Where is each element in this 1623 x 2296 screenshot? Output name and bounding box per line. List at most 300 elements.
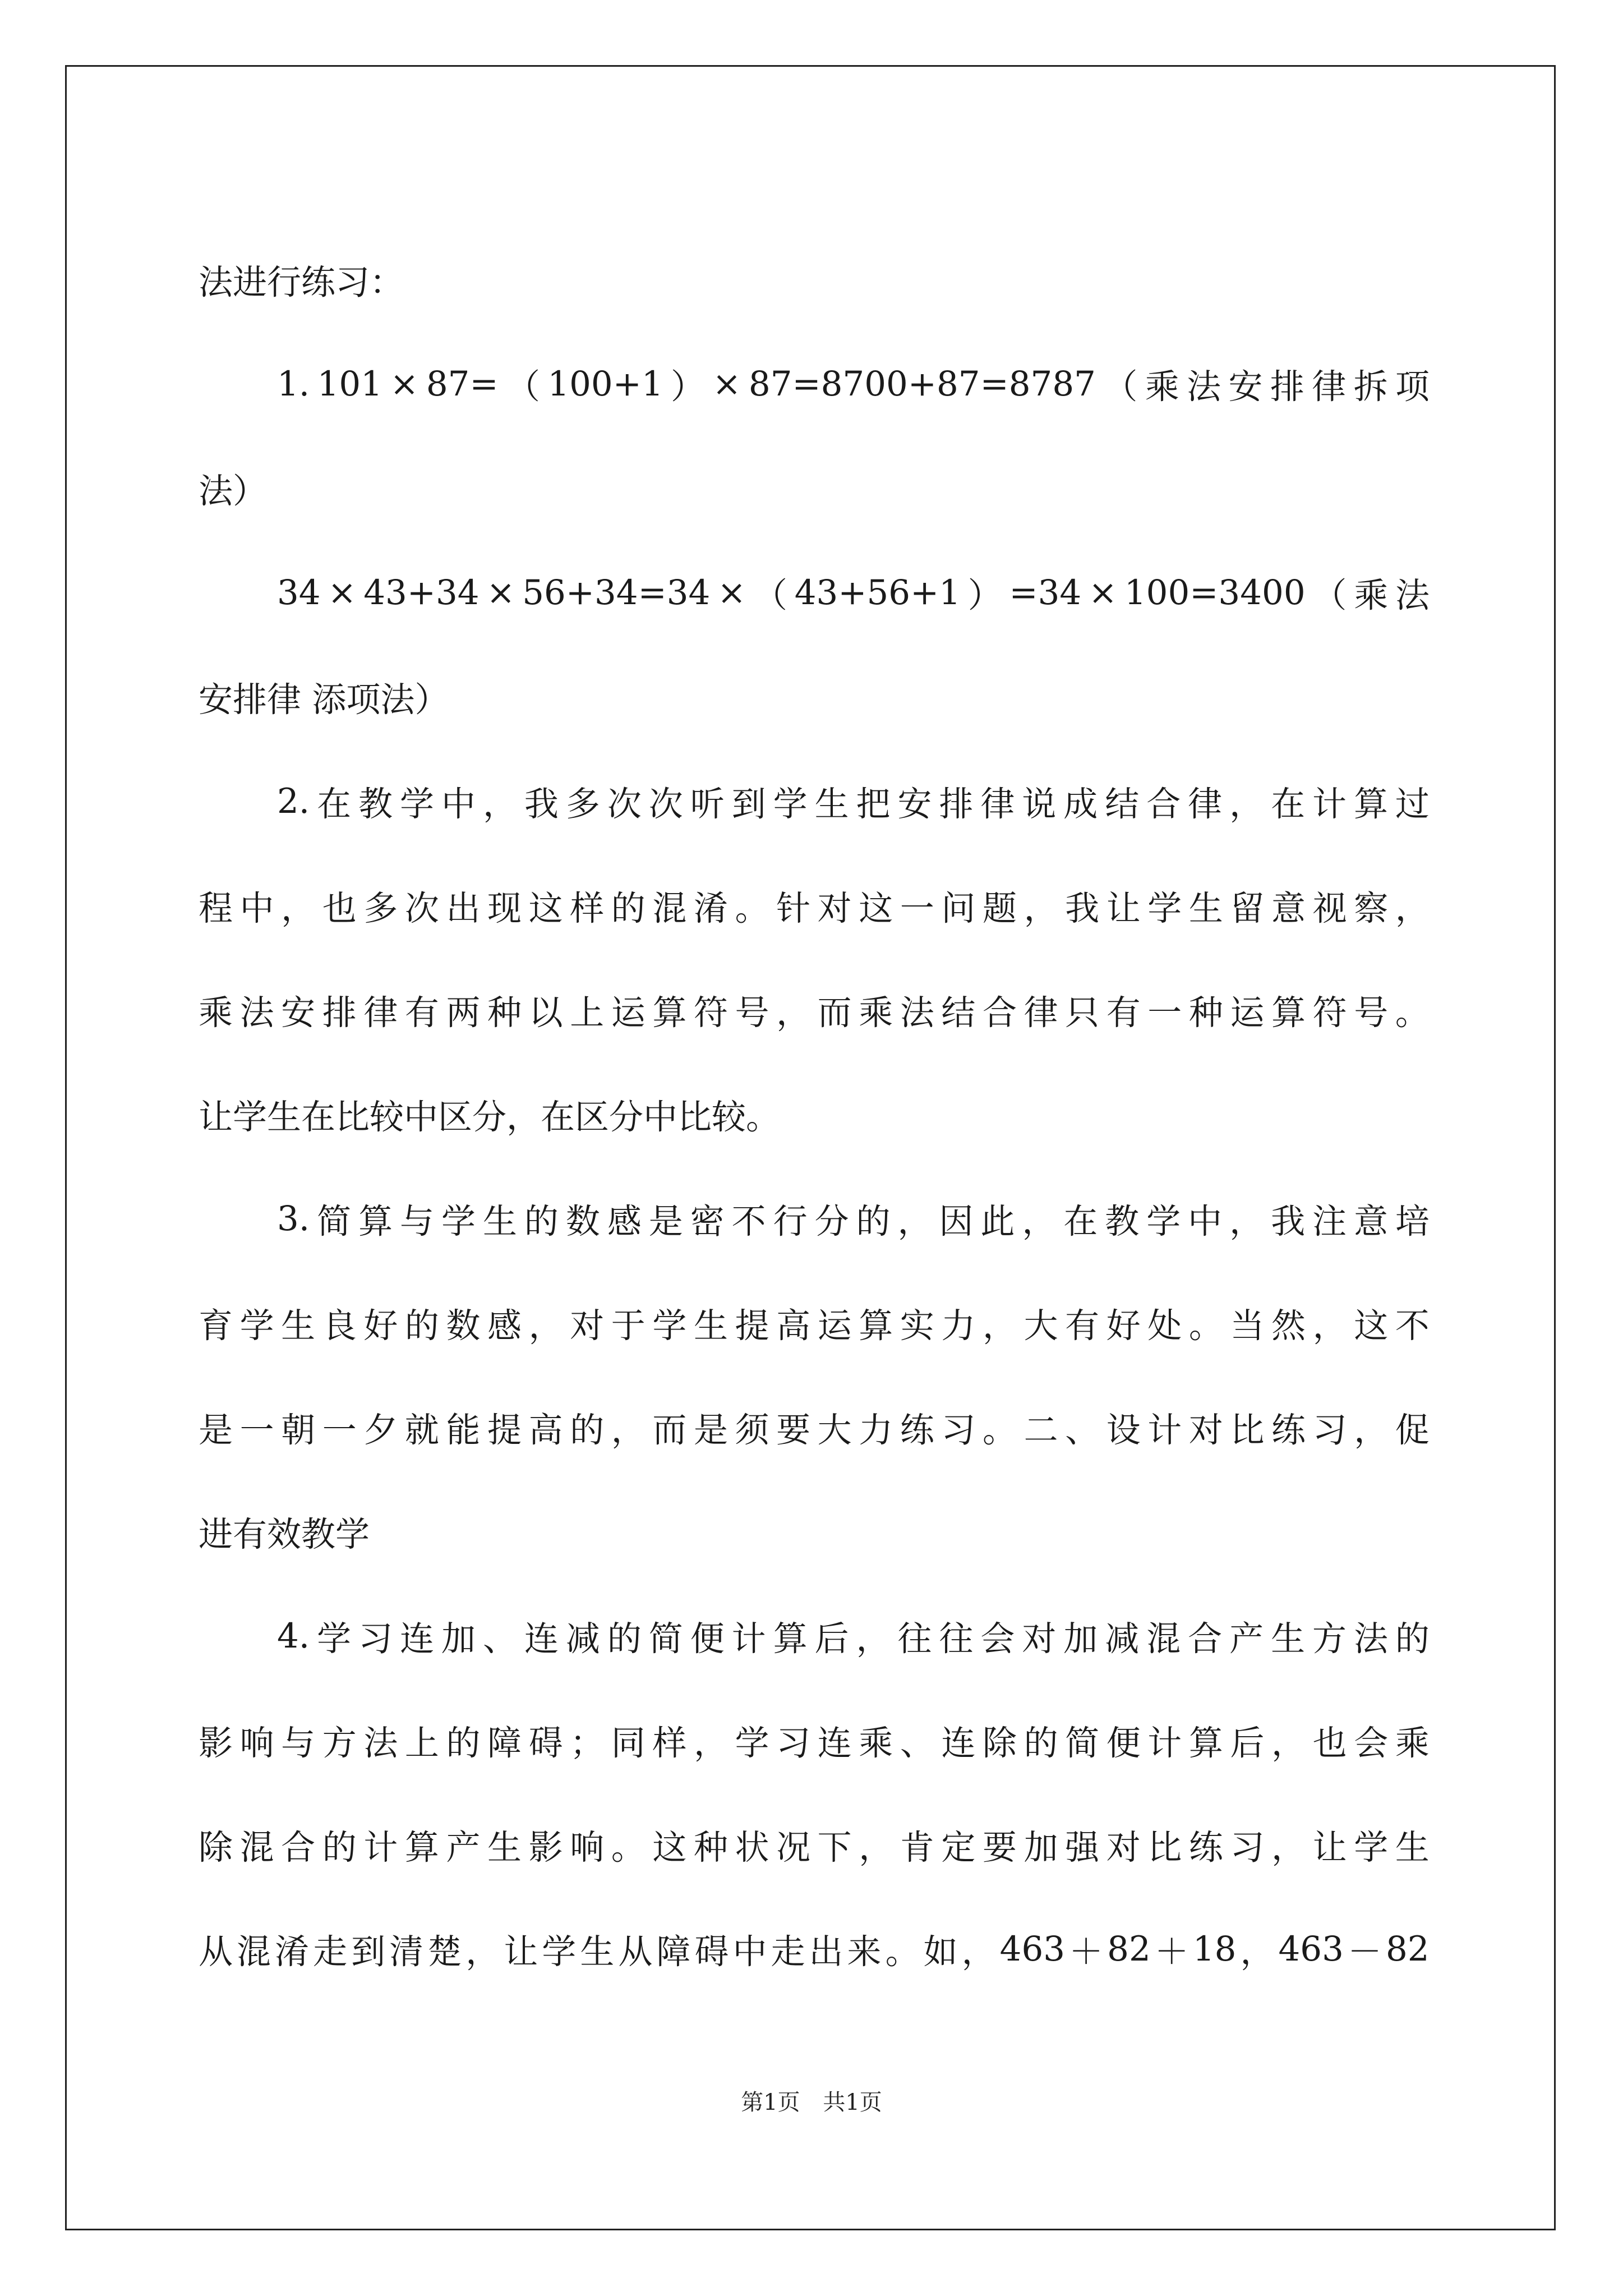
text-glyph: 会 xyxy=(1354,1723,1389,1763)
text-glyph: 的 xyxy=(1023,1723,1058,1763)
text-glyph: 加 xyxy=(1023,1827,1058,1867)
text-glyph: 除 xyxy=(199,1827,233,1867)
text-glyph: 算 xyxy=(859,1305,893,1346)
text-glyph: 力 xyxy=(941,1305,976,1346)
text-glyph: 现 xyxy=(487,888,522,928)
text-glyph: 3. xyxy=(277,1198,310,1239)
text-glyph: 结 xyxy=(941,992,976,1033)
text-glyph: 是 xyxy=(693,1410,728,1450)
text-glyph: 学 xyxy=(1354,1827,1389,1867)
text-glyph: 响 xyxy=(570,1827,605,1867)
text-glyph: 混 xyxy=(237,1931,271,1972)
text-glyph: 合 xyxy=(281,1827,316,1867)
text-glyph: 与 xyxy=(400,1201,435,1241)
text-glyph: ， xyxy=(528,1305,563,1346)
text-glyph: 便 xyxy=(690,1618,725,1659)
text-glyph: 影 xyxy=(528,1827,563,1867)
text-glyph: 学 xyxy=(652,1305,687,1346)
page-number-label: 第1页 xyxy=(741,2090,800,2115)
text-glyph: 到 xyxy=(351,1931,386,1972)
text-glyph: 出 xyxy=(446,888,481,928)
text-glyph: 也 xyxy=(1312,1723,1347,1763)
text-glyph: 影 xyxy=(199,1723,233,1763)
text-glyph: 行 xyxy=(773,1201,808,1241)
text-glyph: 提 xyxy=(735,1305,769,1346)
text-glyph: 排 xyxy=(322,992,357,1033)
text-glyph: 生 xyxy=(281,1305,316,1346)
text-glyph: ， xyxy=(776,992,811,1033)
text-glyph: 混 xyxy=(652,888,687,928)
text-glyph: 出 xyxy=(809,1931,843,1972)
text-glyph: 计 xyxy=(363,1827,398,1867)
text-glyph: 减 xyxy=(1105,1618,1140,1659)
text-glyph: 高 xyxy=(776,1305,811,1346)
text-line xyxy=(199,540,1430,645)
text-glyph: 下 xyxy=(817,1827,852,1867)
text-glyph: 中 xyxy=(441,784,476,824)
text-glyph: 混 xyxy=(1146,1618,1181,1659)
text-glyph: 种 xyxy=(487,992,522,1033)
text-glyph: 43+56+1 xyxy=(794,572,961,613)
text-glyph: 这 xyxy=(859,888,893,928)
text-glyph: 一 xyxy=(239,1410,274,1450)
text-glyph: 就 xyxy=(404,1410,439,1450)
text-glyph: ， xyxy=(859,1827,893,1867)
text-glyph: 须 xyxy=(735,1410,769,1450)
text-glyph: 简 xyxy=(648,1618,683,1659)
text-glyph: 合 xyxy=(1146,784,1181,824)
text-glyph: 过 xyxy=(1395,784,1430,824)
text-glyph: 的 xyxy=(524,1201,559,1241)
text-glyph: 2. xyxy=(277,781,310,821)
text-glyph: 清 xyxy=(389,1931,424,1972)
text-glyph: 以 xyxy=(528,992,563,1033)
document-body xyxy=(199,227,1430,2001)
text-glyph: 有 xyxy=(1106,992,1141,1033)
text-glyph: 此 xyxy=(980,1201,1015,1241)
text-line xyxy=(199,853,1430,958)
text-glyph: － xyxy=(1347,1931,1382,1972)
text-glyph: 比 xyxy=(1147,1827,1182,1867)
text-glyph: 注 xyxy=(1312,1201,1347,1241)
text-glyph: 夕 xyxy=(363,1410,398,1450)
text-glyph: 让 xyxy=(504,1931,538,1972)
text-glyph: 符 xyxy=(693,992,728,1033)
text-glyph: 学 xyxy=(735,1723,769,1763)
text-glyph: ＋ xyxy=(1154,1931,1189,1972)
text-glyph: 在 xyxy=(317,784,352,824)
text-glyph: 法 xyxy=(1353,1618,1388,1659)
text-glyph: 律 xyxy=(980,784,1015,824)
text-line: 安排律 添项法） xyxy=(199,679,449,720)
text-glyph: 障 xyxy=(656,1931,691,1972)
text-glyph: 连 xyxy=(817,1723,852,1763)
text-glyph: 乘 xyxy=(859,992,893,1033)
text-glyph: 朝 xyxy=(281,1410,316,1450)
text-glyph: 排 xyxy=(939,784,974,824)
text-glyph: 连 xyxy=(400,1618,435,1659)
text-glyph: 当 xyxy=(1230,1305,1265,1346)
text-glyph: 生 xyxy=(1395,1827,1430,1867)
text-glyph: 463 xyxy=(999,1929,1066,1969)
text-glyph: 程 xyxy=(199,888,233,928)
text-glyph: 43+34 xyxy=(363,572,479,613)
text-glyph: 生 xyxy=(482,1201,517,1241)
text-glyph: （ xyxy=(1103,366,1138,407)
text-glyph: 往 xyxy=(939,1618,974,1659)
text-glyph: 34 xyxy=(277,572,321,613)
text-glyph: 针 xyxy=(776,888,811,928)
text-glyph: 意 xyxy=(1271,888,1306,928)
text-glyph: 的 xyxy=(856,1201,891,1241)
text-glyph: 乘 xyxy=(199,992,233,1033)
text-glyph: 产 xyxy=(1229,1618,1264,1659)
text-glyph: 463 xyxy=(1278,1929,1344,1969)
text-glyph: 后 xyxy=(1230,1723,1265,1763)
text-glyph: 连 xyxy=(524,1618,559,1659)
text-glyph: 号 xyxy=(1354,992,1389,1033)
text-glyph: 问 xyxy=(941,888,976,928)
text-glyph: 样 xyxy=(652,1723,687,1763)
text-glyph: 练 xyxy=(1188,1827,1223,1867)
text-glyph: 练 xyxy=(1271,1410,1306,1450)
text-glyph: 的 xyxy=(607,1618,642,1659)
text-glyph: 数 xyxy=(565,1201,600,1241)
text-glyph: 高 xyxy=(528,1410,563,1450)
text-glyph: 是 xyxy=(648,1201,683,1241)
text-glyph: ＋ xyxy=(1069,1931,1104,1972)
text-glyph: 对 xyxy=(1022,1618,1057,1659)
text-glyph: 安 xyxy=(897,784,932,824)
text-line xyxy=(199,332,1430,436)
text-glyph: 、 xyxy=(1065,1410,1100,1450)
text-glyph: 87= xyxy=(426,364,499,404)
text-glyph: 排 xyxy=(1270,366,1304,407)
text-glyph: 上 xyxy=(404,1723,439,1763)
text-glyph: 察 xyxy=(1354,888,1389,928)
text-glyph: ， xyxy=(611,1410,645,1450)
text-glyph: 这 xyxy=(528,888,563,928)
text-glyph: 碍 xyxy=(528,1723,563,1763)
text-glyph: 大 xyxy=(817,1410,852,1450)
text-glyph: 算 xyxy=(1271,992,1306,1033)
text-glyph: × xyxy=(1089,572,1118,613)
text-glyph: 一 xyxy=(322,1410,357,1450)
text-glyph: 分 xyxy=(814,1201,849,1241)
text-glyph: 是 xyxy=(199,1410,233,1450)
text-glyph: 不 xyxy=(731,1201,766,1241)
text-glyph: 在 xyxy=(1063,1201,1098,1241)
text-glyph: 成 xyxy=(1063,784,1098,824)
text-glyph: 让 xyxy=(1312,1827,1347,1867)
text-glyph: 种 xyxy=(693,1827,728,1867)
text-glyph: 项 xyxy=(1395,366,1430,407)
text-glyph: 题 xyxy=(982,888,1017,928)
text-glyph: 来 xyxy=(847,1931,882,1972)
text-glyph: 计 xyxy=(1147,1410,1182,1450)
text-glyph: 对 xyxy=(570,1305,605,1346)
text-glyph: 1. xyxy=(277,364,310,404)
text-glyph: 符 xyxy=(1312,992,1347,1033)
text-glyph: 减 xyxy=(565,1618,600,1659)
text-glyph: 只 xyxy=(1065,992,1100,1033)
text-glyph: 中 xyxy=(732,1931,767,1972)
text-glyph: 有 xyxy=(404,992,439,1033)
text-glyph: 良 xyxy=(322,1305,357,1346)
text-line: 法进行练习： xyxy=(199,262,404,302)
text-glyph: 说 xyxy=(1022,784,1057,824)
text-glyph: 视 xyxy=(1312,888,1347,928)
text-glyph: 习 xyxy=(941,1410,976,1450)
text-glyph: 同 xyxy=(611,1723,645,1763)
text-glyph: 好 xyxy=(1106,1305,1141,1346)
text-glyph: 碍 xyxy=(694,1931,729,1972)
text-glyph: 对 xyxy=(1106,1827,1141,1867)
page-footer xyxy=(0,2085,1623,2116)
text-glyph: 算 xyxy=(358,1201,393,1241)
text-glyph: 能 xyxy=(446,1410,481,1450)
text-line xyxy=(199,749,1430,853)
text-glyph: ， xyxy=(1395,888,1430,928)
text-glyph: 运 xyxy=(611,992,645,1033)
text-glyph: 定 xyxy=(941,1827,976,1867)
text-glyph: ， xyxy=(482,784,517,824)
text-glyph: 法 xyxy=(1395,575,1430,615)
text-glyph: 响 xyxy=(239,1723,274,1763)
text-glyph: × xyxy=(717,572,746,613)
text-glyph: 。 xyxy=(611,1827,645,1867)
text-glyph: 设 xyxy=(1106,1410,1141,1450)
text-glyph: 。 xyxy=(885,1931,920,1972)
text-glyph: ， xyxy=(897,1201,932,1241)
text-glyph: 我 xyxy=(1065,888,1100,928)
text-glyph: 安 xyxy=(281,992,316,1033)
text-glyph: 习 xyxy=(1230,1827,1265,1867)
text-glyph: 的 xyxy=(446,1723,481,1763)
text-glyph: 生 xyxy=(693,1305,728,1346)
text-glyph: 对 xyxy=(817,888,852,928)
page-total-label: 共1页 xyxy=(823,2090,882,2115)
text-glyph: 学 xyxy=(317,1618,352,1659)
text-glyph: 于 xyxy=(611,1305,645,1346)
text-glyph: 律 xyxy=(1188,784,1223,824)
text-glyph: ， xyxy=(1229,1201,1264,1241)
text-glyph: 一 xyxy=(900,888,934,928)
text-glyph: 运 xyxy=(817,1305,852,1346)
text-glyph: 密 xyxy=(690,1201,725,1241)
text-line: 让学生在比较中区分，在区分中比较。 xyxy=(199,1097,781,1137)
text-glyph: 除 xyxy=(982,1723,1017,1763)
text-glyph: 也 xyxy=(322,888,357,928)
text-glyph: 号 xyxy=(735,992,769,1033)
text-glyph: 状 xyxy=(735,1827,769,1867)
text-glyph: 合 xyxy=(1188,1618,1223,1659)
text-glyph: 56+34=34 xyxy=(522,572,711,613)
text-glyph: 障 xyxy=(487,1723,522,1763)
text-line xyxy=(199,1271,1430,1375)
text-glyph: 这 xyxy=(652,1827,687,1867)
text-glyph: 中 xyxy=(1188,1201,1223,1241)
text-glyph: 要 xyxy=(982,1827,1017,1867)
text-glyph: 。 xyxy=(982,1410,1017,1450)
text-glyph: 100=3400 xyxy=(1124,572,1306,613)
text-glyph: ， xyxy=(856,1618,891,1659)
text-glyph: 律 xyxy=(1312,366,1347,407)
text-glyph: ， xyxy=(1022,1201,1057,1241)
text-glyph: 在 xyxy=(1271,784,1306,824)
text-line xyxy=(199,1584,1430,1688)
text-glyph: ， xyxy=(1023,888,1058,928)
text-glyph: 101 xyxy=(317,364,382,404)
text-glyph: 学 xyxy=(773,784,808,824)
text-glyph: 听 xyxy=(690,784,725,824)
text-glyph: 生 xyxy=(1188,888,1223,928)
text-glyph: 。 xyxy=(1188,1305,1223,1346)
text-glyph: 意 xyxy=(1353,1201,1388,1241)
text-glyph: ， xyxy=(1240,1931,1275,1972)
text-glyph: 生 xyxy=(814,784,849,824)
text-glyph: 学 xyxy=(1146,1201,1181,1241)
text-glyph: 多 xyxy=(565,784,600,824)
text-glyph: 把 xyxy=(856,784,891,824)
text-glyph: 加 xyxy=(441,1618,476,1659)
text-glyph: 一 xyxy=(1147,992,1182,1033)
text-glyph: 82 xyxy=(1385,1929,1430,1969)
text-glyph: 拆 xyxy=(1353,366,1388,407)
text-glyph: 学 xyxy=(542,1931,577,1972)
text-glyph: 生 xyxy=(1271,1618,1306,1659)
text-glyph: 。 xyxy=(735,888,769,928)
text-glyph: 习 xyxy=(358,1618,393,1659)
text-glyph: 计 xyxy=(1147,1723,1182,1763)
text-glyph: 育 xyxy=(199,1305,233,1346)
text-glyph: ， xyxy=(982,1305,1017,1346)
text-glyph: 不 xyxy=(1395,1305,1430,1346)
text-line xyxy=(199,1792,1430,1897)
text-line xyxy=(199,958,1430,1062)
text-glyph: ， xyxy=(1354,1410,1389,1450)
text-glyph: ） xyxy=(671,366,706,407)
text-glyph: 。 xyxy=(1395,992,1430,1033)
text-line xyxy=(199,1375,1430,1479)
text-glyph: 上 xyxy=(570,992,605,1033)
text-glyph: 方 xyxy=(322,1723,357,1763)
text-glyph: 然 xyxy=(1271,1305,1306,1346)
text-glyph: 教 xyxy=(358,784,393,824)
text-glyph: 比 xyxy=(1230,1410,1265,1450)
text-glyph: 学 xyxy=(441,1201,476,1241)
text-glyph: 、 xyxy=(900,1723,934,1763)
text-glyph: 安 xyxy=(1228,366,1263,407)
text-glyph: 算 xyxy=(404,1827,439,1867)
text-glyph: 82 xyxy=(1107,1929,1151,1969)
text-glyph: 处 xyxy=(1147,1305,1182,1346)
text-glyph: 合 xyxy=(982,992,1017,1033)
text-glyph: 如 xyxy=(923,1931,958,1972)
text-glyph: 我 xyxy=(1271,1201,1306,1241)
text-glyph: 18 xyxy=(1192,1929,1237,1969)
text-glyph: 产 xyxy=(446,1827,481,1867)
text-glyph: ， xyxy=(1312,1305,1347,1346)
text-glyph: 简 xyxy=(317,1201,352,1241)
text-glyph: 种 xyxy=(1188,992,1223,1033)
text-glyph: 后 xyxy=(814,1618,849,1659)
text-glyph: × xyxy=(712,364,741,404)
text-glyph: 肯 xyxy=(900,1827,934,1867)
text-glyph: 习 xyxy=(776,1723,811,1763)
text-glyph: 法 xyxy=(1187,366,1221,407)
text-glyph: ， xyxy=(1229,784,1264,824)
text-glyph: 律 xyxy=(363,992,398,1033)
text-glyph: 100+1 xyxy=(547,364,663,404)
text-glyph: 有 xyxy=(1065,1305,1100,1346)
text-glyph: 法 xyxy=(363,1723,398,1763)
text-glyph: 中 xyxy=(239,888,274,928)
text-glyph: 4. xyxy=(277,1616,310,1656)
text-glyph: 法 xyxy=(239,992,274,1033)
text-glyph: 因 xyxy=(939,1201,974,1241)
text-glyph: 的 xyxy=(404,1305,439,1346)
text-glyph: 律 xyxy=(1023,992,1058,1033)
text-glyph: 加 xyxy=(1063,1618,1098,1659)
text-glyph: 对 xyxy=(1188,1410,1223,1450)
text-glyph: 淆 xyxy=(275,1931,310,1972)
text-glyph: ； xyxy=(570,1723,605,1763)
text-glyph: 学 xyxy=(400,784,435,824)
text-glyph: 习 xyxy=(1312,1410,1347,1450)
text-line xyxy=(199,1166,1430,1271)
text-glyph: × xyxy=(328,572,357,613)
text-line xyxy=(199,1688,1430,1792)
text-glyph: 生 xyxy=(580,1931,615,1972)
text-glyph: 87=8700+87=8787 xyxy=(748,364,1096,404)
text-glyph: （ xyxy=(753,575,787,615)
text-glyph: × xyxy=(390,364,419,404)
text-line: 法） xyxy=(199,471,268,511)
text-glyph: 而 xyxy=(652,1410,687,1450)
text-glyph: 方 xyxy=(1312,1618,1347,1659)
text-glyph: 乘 xyxy=(859,1723,893,1763)
text-glyph: 学 xyxy=(239,1305,274,1346)
text-glyph: × xyxy=(486,572,515,613)
text-glyph: 练 xyxy=(900,1410,934,1450)
text-glyph: 感 xyxy=(487,1305,522,1346)
text-glyph: 的 xyxy=(1395,1618,1430,1659)
text-glyph: 便 xyxy=(1106,1723,1141,1763)
text-glyph: 楚 xyxy=(427,1931,462,1972)
text-glyph: 从 xyxy=(618,1931,653,1972)
text-glyph: 生 xyxy=(487,1827,522,1867)
text-line xyxy=(199,1897,1430,2001)
text-glyph: ， xyxy=(1271,1827,1306,1867)
text-glyph: （ xyxy=(1312,575,1347,615)
text-glyph: （ xyxy=(505,366,540,407)
text-glyph: 感 xyxy=(607,1201,642,1241)
text-glyph: 走 xyxy=(313,1931,348,1972)
text-glyph: 要 xyxy=(776,1410,811,1450)
text-glyph: 乘 xyxy=(1145,366,1179,407)
text-glyph: 走 xyxy=(771,1931,805,1972)
text-glyph: 强 xyxy=(1065,1827,1100,1867)
text-glyph: 我 xyxy=(524,784,559,824)
text-glyph: 算 xyxy=(652,992,687,1033)
text-glyph: 让 xyxy=(1106,888,1141,928)
text-glyph: 运 xyxy=(1230,992,1265,1033)
text-glyph: 次 xyxy=(648,784,683,824)
text-glyph: 教 xyxy=(1105,1201,1140,1241)
text-glyph: 连 xyxy=(941,1723,976,1763)
text-glyph: 的 xyxy=(570,1410,605,1450)
